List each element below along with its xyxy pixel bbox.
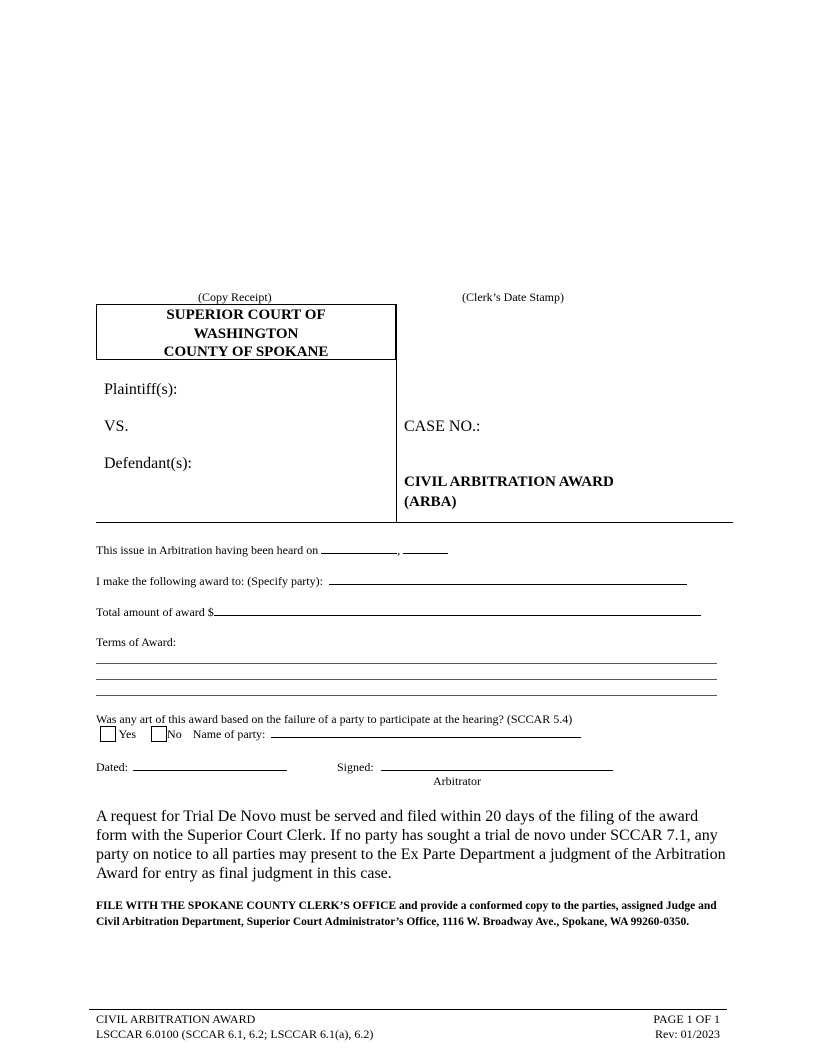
- court-line-2: WASHINGTON: [193, 325, 299, 342]
- filing-instructions: FILE WITH THE SPOKANE COUNTY CLERK’S OFFICE and provide a conformed copy to the parties, assigned Judge and Civil Arbitration Department, Superior Court Administrator’s Office, 1116 W. Broadway Ave., Spokane, WA 99260-0350.: [96, 900, 717, 928]
- heard-comma: ,: [397, 543, 401, 557]
- award-to-label: I make the following award to: (Specify party):: [96, 574, 323, 588]
- failure-answer-row: [96, 726, 581, 742]
- plaintiff-label: Plaintiff(s):: [104, 381, 178, 398]
- dated-blank[interactable]: [133, 759, 287, 771]
- terms-label: Terms of Award:: [96, 635, 177, 649]
- award-to-blank[interactable]: [329, 573, 687, 585]
- vs-label: VS.: [104, 418, 129, 435]
- footer-right: [653, 1012, 720, 1042]
- arbitrator-label: Arbitrator: [433, 774, 481, 788]
- failure-question: Was any art of this award based on the failure of a party to participate at the hearing? (SCCAR 5.4): [96, 712, 573, 726]
- signature-blank[interactable]: [381, 759, 613, 771]
- document-title-line-1: CIVIL ARBITRATION AWARD: [404, 474, 614, 490]
- dated-label: Dated:: [96, 760, 128, 774]
- copy-receipt-label: (Copy Receipt): [198, 290, 272, 304]
- terms-line-3[interactable]: [96, 695, 717, 696]
- caption-divider-horizontal: [96, 522, 733, 523]
- defendant-label: Defendant(s):: [104, 455, 192, 472]
- heard-year-blank[interactable]: [403, 542, 448, 554]
- court-name-box: [96, 304, 396, 360]
- court-line-3: COUNTY OF SPOKANE: [163, 344, 329, 360]
- footer-revision: Rev: 01/2023: [655, 1027, 720, 1041]
- footer-left: [96, 1012, 373, 1042]
- case-number-label: CASE NO.:: [404, 418, 481, 435]
- footer-page-number: PAGE 1 OF 1: [653, 1012, 720, 1026]
- yes-checkbox[interactable]: [100, 726, 116, 742]
- yes-label: Yes: [118, 727, 137, 741]
- court-line-1: SUPERIOR COURT OF: [166, 307, 326, 323]
- heard-on-label: This issue in Arbitration having been heard on: [96, 543, 319, 557]
- no-label: No: [167, 727, 182, 741]
- footer-form-name: CIVIL ARBITRATION AWARD: [96, 1012, 256, 1026]
- heard-date-blank[interactable]: [321, 542, 397, 554]
- total-amount-field: [96, 604, 701, 620]
- terms-line-2[interactable]: [96, 679, 717, 680]
- caption-divider-vertical: [396, 304, 397, 522]
- heard-on-field: [96, 542, 448, 558]
- terms-line-1[interactable]: [96, 663, 717, 664]
- footer-rule-reference: LSCCAR 6.0100 (SCCAR 6.1, 6.2; LSCCAR 6.1(a), 6.2): [96, 1027, 374, 1041]
- footer-divider: [89, 1009, 727, 1010]
- dated-field: [96, 759, 287, 775]
- trial-de-novo-notice: A request for Trial De Novo must be served and filed within 20 days of the filing of the award form with the Superior Court Clerk. If no party has sought a trial de novo under SCCAR 7.1, any party on notice to all parties may present to the Ex Parte Department a judgment of the Arbitration Award for entry as final judgment in this case.: [96, 808, 726, 882]
- name-of-party-blank[interactable]: [271, 726, 581, 738]
- document-title-line-2: (ARBA): [404, 494, 457, 510]
- total-amount-label: Total amount of award $: [96, 605, 214, 619]
- name-of-party-label: Name of party:: [192, 727, 266, 741]
- document-title: [404, 472, 614, 512]
- signed-field: [337, 759, 613, 775]
- clerk-stamp-label: (Clerk’s Date Stamp): [462, 290, 564, 304]
- total-amount-blank[interactable]: [214, 604, 701, 616]
- award-to-field: [96, 573, 687, 589]
- no-checkbox[interactable]: [151, 726, 167, 742]
- signed-label: Signed:: [337, 760, 374, 774]
